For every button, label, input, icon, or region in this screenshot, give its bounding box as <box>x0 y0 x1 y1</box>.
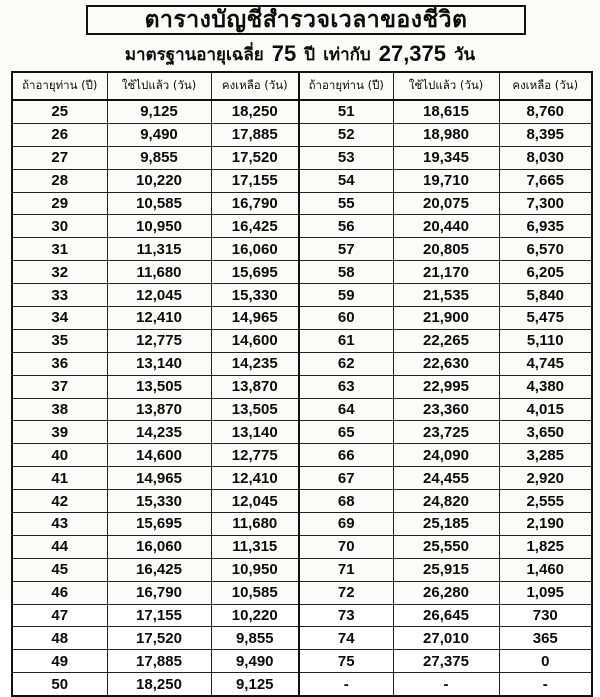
cell-remaining-right: 8,030 <box>499 146 592 169</box>
cell-used-left: 13,140 <box>107 352 211 375</box>
cell-used-left: 17,885 <box>107 650 211 673</box>
cell-used-left: 18,250 <box>107 673 211 696</box>
cell-used-left: 16,790 <box>107 581 211 604</box>
cell-remaining-left: 18,250 <box>211 100 299 123</box>
total-days: 27,375 <box>378 41 447 66</box>
cell-remaining-left: 17,885 <box>211 123 299 146</box>
cell-age-left: 34 <box>12 307 107 330</box>
cell-age-right: 67 <box>299 467 393 490</box>
cell-age-left: 36 <box>12 352 107 375</box>
cell-age-right: 65 <box>299 421 393 444</box>
cell-remaining-right: 0 <box>499 650 592 673</box>
header-age-left: ถ้าอายุท่าน (ปี) <box>12 72 107 100</box>
table-row <box>12 398 592 421</box>
cell-used-left: 12,410 <box>107 307 211 330</box>
cell-used-left: 14,965 <box>107 467 211 490</box>
cell-remaining-left: 17,520 <box>211 146 299 169</box>
cell-used-right: 27,375 <box>393 650 499 673</box>
table-body <box>12 100 592 696</box>
cell-age-left: 25 <box>12 100 107 123</box>
cell-remaining-left: 13,140 <box>211 421 299 444</box>
title-box <box>86 5 526 35</box>
cell-remaining-left: 12,045 <box>211 490 299 513</box>
cell-age-right: 60 <box>299 307 393 330</box>
header-remaining-right: คงเหลือ (วัน) <box>499 72 592 100</box>
cell-age-left: 33 <box>12 284 107 307</box>
cell-used-right: 19,345 <box>393 146 499 169</box>
cell-age-right: 63 <box>299 375 393 398</box>
cell-used-right: 27,010 <box>393 627 499 650</box>
cell-age-left: 41 <box>12 467 107 490</box>
cell-remaining-right: - <box>499 673 592 696</box>
cell-used-left: 14,235 <box>107 421 211 444</box>
cell-age-left: 27 <box>12 146 107 169</box>
cell-age-right: 62 <box>299 352 393 375</box>
cell-remaining-right: 4,015 <box>499 398 592 421</box>
cell-age-right: 53 <box>299 146 393 169</box>
cell-remaining-right: 365 <box>499 627 592 650</box>
subtitle-prefix: มาตรฐานอายุเฉลี่ย <box>124 44 264 65</box>
life-days-table <box>11 71 593 697</box>
subtitle <box>0 40 600 68</box>
cell-used-left: 17,155 <box>107 604 211 627</box>
cell-remaining-left: 14,235 <box>211 352 299 375</box>
cell-age-right: 72 <box>299 581 393 604</box>
table-row <box>12 535 592 558</box>
cell-remaining-left: 10,220 <box>211 604 299 627</box>
cell-remaining-right: 2,555 <box>499 490 592 513</box>
cell-used-left: 15,330 <box>107 490 211 513</box>
cell-remaining-right: 2,190 <box>499 513 592 536</box>
cell-used-right: 21,170 <box>393 261 499 284</box>
cell-used-right: 21,535 <box>393 284 499 307</box>
cell-used-right: 20,805 <box>393 238 499 261</box>
cell-used-right: 20,440 <box>393 215 499 238</box>
cell-age-right: 68 <box>299 490 393 513</box>
equals-label: เท่ากับ <box>323 44 371 65</box>
cell-age-right: 73 <box>299 604 393 627</box>
table-row <box>12 581 592 604</box>
cell-used-left: 9,855 <box>107 146 211 169</box>
header-age-right: ถ้าอายุท่าน (ปี) <box>299 72 393 100</box>
cell-remaining-right: 8,395 <box>499 123 592 146</box>
cell-age-right: 58 <box>299 261 393 284</box>
cell-remaining-right: 730 <box>499 604 592 627</box>
cell-used-right: 22,995 <box>393 375 499 398</box>
cell-age-left: 38 <box>12 398 107 421</box>
cell-used-left: 11,315 <box>107 238 211 261</box>
cell-used-left: 13,870 <box>107 398 211 421</box>
cell-remaining-right: 6,205 <box>499 261 592 284</box>
cell-remaining-right: 5,840 <box>499 284 592 307</box>
cell-remaining-left: 13,870 <box>211 375 299 398</box>
table-row <box>12 169 592 192</box>
cell-used-left: 10,585 <box>107 192 211 215</box>
cell-remaining-right: 7,300 <box>499 192 592 215</box>
cell-remaining-right: 7,665 <box>499 169 592 192</box>
cell-used-right: 24,820 <box>393 490 499 513</box>
header-used-right: ใช้ไปแล้ว (วัน) <box>393 72 499 100</box>
cell-age-left: 29 <box>12 192 107 215</box>
cell-remaining-right: 1,460 <box>499 558 592 581</box>
table-row <box>12 421 592 444</box>
cell-age-right: 55 <box>299 192 393 215</box>
cell-remaining-right: 4,745 <box>499 352 592 375</box>
cell-used-right: 22,265 <box>393 329 499 352</box>
cell-remaining-right: 1,825 <box>499 535 592 558</box>
cell-age-left: 49 <box>12 650 107 673</box>
cell-age-left: 50 <box>12 673 107 696</box>
table-row <box>12 238 592 261</box>
cell-remaining-right: 2,920 <box>499 467 592 490</box>
table-row <box>12 284 592 307</box>
unit-day: วัน <box>454 44 476 65</box>
average-age: 75 <box>271 41 297 66</box>
cell-remaining-left: 16,060 <box>211 238 299 261</box>
cell-remaining-right: 3,285 <box>499 444 592 467</box>
table-row <box>12 490 592 513</box>
cell-used-left: 9,490 <box>107 123 211 146</box>
cell-age-left: 48 <box>12 627 107 650</box>
cell-used-right: 26,280 <box>393 581 499 604</box>
cell-age-right: 71 <box>299 558 393 581</box>
cell-age-left: 45 <box>12 558 107 581</box>
cell-used-left: 9,125 <box>107 100 211 123</box>
cell-age-left: 26 <box>12 123 107 146</box>
cell-remaining-left: 17,155 <box>211 169 299 192</box>
cell-age-right: 57 <box>299 238 393 261</box>
table-row <box>12 467 592 490</box>
cell-age-left: 35 <box>12 329 107 352</box>
cell-used-left: 16,060 <box>107 535 211 558</box>
cell-remaining-left: 15,330 <box>211 284 299 307</box>
cell-used-left: 11,680 <box>107 261 211 284</box>
cell-used-right: 22,630 <box>393 352 499 375</box>
cell-age-left: 47 <box>12 604 107 627</box>
cell-remaining-right: 4,380 <box>499 375 592 398</box>
table-row <box>12 650 592 673</box>
table-row <box>12 307 592 330</box>
cell-age-right: 64 <box>299 398 393 421</box>
cell-used-right: 26,645 <box>393 604 499 627</box>
table-row <box>12 100 592 123</box>
cell-remaining-left: 10,950 <box>211 558 299 581</box>
cell-age-right: 61 <box>299 329 393 352</box>
cell-remaining-left: 12,775 <box>211 444 299 467</box>
cell-age-right: 69 <box>299 513 393 536</box>
cell-remaining-left: 15,695 <box>211 261 299 284</box>
cell-used-right: 25,185 <box>393 513 499 536</box>
cell-remaining-left: 16,425 <box>211 215 299 238</box>
cell-remaining-left: 16,790 <box>211 192 299 215</box>
table-row <box>12 513 592 536</box>
cell-age-right: 59 <box>299 284 393 307</box>
cell-remaining-right: 6,570 <box>499 238 592 261</box>
cell-age-right: 75 <box>299 650 393 673</box>
cell-remaining-right: 8,760 <box>499 100 592 123</box>
cell-used-left: 12,775 <box>107 329 211 352</box>
page-title: ตารางบัญชีสำรวจเวลาของชีวิต <box>144 7 468 33</box>
header-used-left: ใช้ไปแล้ว (วัน) <box>107 72 211 100</box>
cell-age-right: 66 <box>299 444 393 467</box>
cell-remaining-left: 14,600 <box>211 329 299 352</box>
cell-age-left: 37 <box>12 375 107 398</box>
table-row <box>12 146 592 169</box>
table-row <box>12 604 592 627</box>
cell-age-right: - <box>299 673 393 696</box>
cell-used-left: 15,695 <box>107 513 211 536</box>
cell-used-left: 10,950 <box>107 215 211 238</box>
cell-remaining-left: 14,965 <box>211 307 299 330</box>
cell-used-left: 14,600 <box>107 444 211 467</box>
cell-age-right: 52 <box>299 123 393 146</box>
table-row <box>12 352 592 375</box>
cell-used-right: 24,090 <box>393 444 499 467</box>
cell-age-left: 43 <box>12 513 107 536</box>
cell-used-right: 23,360 <box>393 398 499 421</box>
cell-age-left: 40 <box>12 444 107 467</box>
cell-used-right: 21,900 <box>393 307 499 330</box>
cell-age-left: 39 <box>12 421 107 444</box>
table-row <box>12 627 592 650</box>
table-row <box>12 192 592 215</box>
cell-remaining-left: 10,585 <box>211 581 299 604</box>
header-remaining-left: คงเหลือ (วัน) <box>211 72 299 100</box>
cell-age-left: 32 <box>12 261 107 284</box>
cell-remaining-left: 9,125 <box>211 673 299 696</box>
cell-used-right: 20,075 <box>393 192 499 215</box>
cell-age-right: 51 <box>299 100 393 123</box>
cell-age-right: 74 <box>299 627 393 650</box>
cell-used-right: 19,710 <box>393 169 499 192</box>
cell-used-right: 25,915 <box>393 558 499 581</box>
cell-remaining-left: 13,505 <box>211 398 299 421</box>
cell-remaining-right: 5,110 <box>499 329 592 352</box>
cell-age-left: 46 <box>12 581 107 604</box>
cell-used-right: 18,615 <box>393 100 499 123</box>
table-row <box>12 261 592 284</box>
cell-used-left: 12,045 <box>107 284 211 307</box>
cell-used-right: - <box>393 673 499 696</box>
unit-year: ปี <box>304 44 316 65</box>
cell-used-left: 10,220 <box>107 169 211 192</box>
cell-age-left: 30 <box>12 215 107 238</box>
cell-used-right: 18,980 <box>393 123 499 146</box>
cell-remaining-left: 9,490 <box>211 650 299 673</box>
cell-remaining-right: 1,095 <box>499 581 592 604</box>
cell-remaining-left: 9,855 <box>211 627 299 650</box>
cell-remaining-left: 11,315 <box>211 535 299 558</box>
cell-age-right: 70 <box>299 535 393 558</box>
table-row <box>12 444 592 467</box>
cell-used-left: 13,505 <box>107 375 211 398</box>
cell-used-left: 16,425 <box>107 558 211 581</box>
cell-used-right: 25,550 <box>393 535 499 558</box>
cell-remaining-right: 3,650 <box>499 421 592 444</box>
cell-used-right: 24,455 <box>393 467 499 490</box>
cell-remaining-left: 11,680 <box>211 513 299 536</box>
cell-age-left: 42 <box>12 490 107 513</box>
cell-used-left: 17,520 <box>107 627 211 650</box>
cell-remaining-left: 12,410 <box>211 467 299 490</box>
cell-age-left: 28 <box>12 169 107 192</box>
table-row <box>12 123 592 146</box>
table-row <box>12 375 592 398</box>
cell-age-right: 56 <box>299 215 393 238</box>
cell-remaining-right: 6,935 <box>499 215 592 238</box>
table-row <box>12 558 592 581</box>
cell-age-left: 44 <box>12 535 107 558</box>
cell-remaining-right: 5,475 <box>499 307 592 330</box>
table-row <box>12 329 592 352</box>
cell-age-left: 31 <box>12 238 107 261</box>
cell-used-right: 23,725 <box>393 421 499 444</box>
table-row <box>12 673 592 696</box>
table-row <box>12 215 592 238</box>
table-header-row <box>12 72 592 100</box>
cell-age-right: 54 <box>299 169 393 192</box>
